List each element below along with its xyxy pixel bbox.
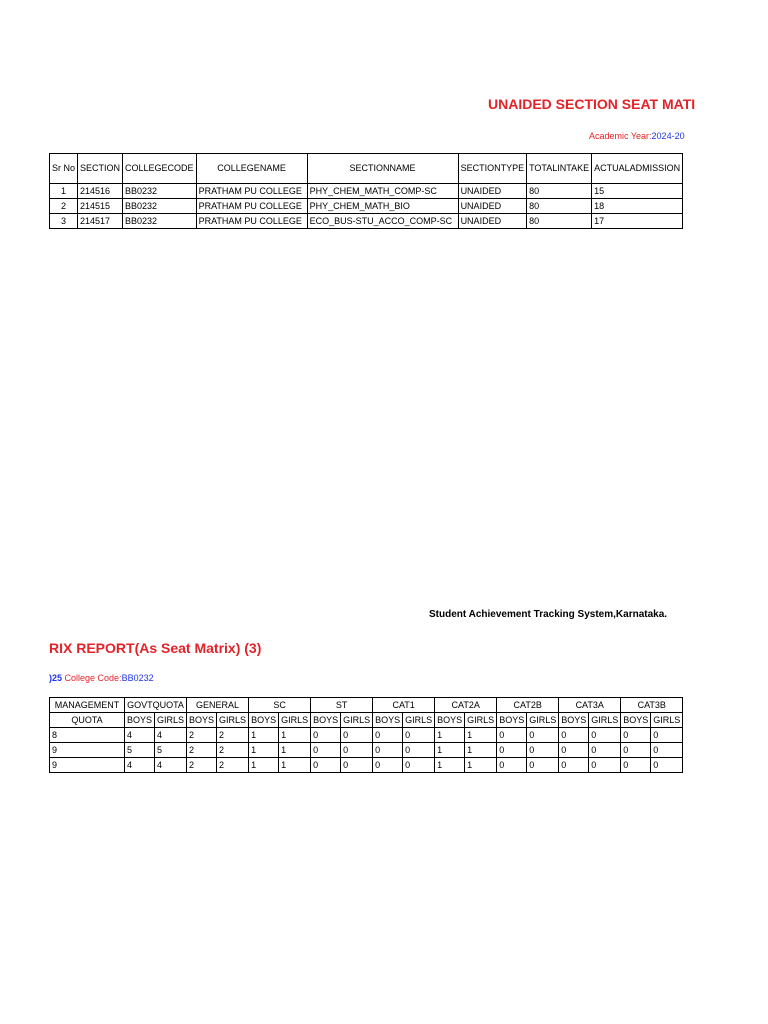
table-row (50, 758, 683, 773)
table-cell: 1 (465, 743, 497, 758)
table-row (50, 184, 683, 199)
table-cell: 1 (435, 758, 465, 773)
cell-sectionname: PHY_CHEM_MATH_BIO (307, 199, 458, 214)
cell-totalintake: 80 (527, 184, 592, 199)
table-cell: 8 (50, 728, 125, 743)
table-cell: 0 (621, 743, 651, 758)
col-header-sc: SC (249, 698, 311, 713)
cell-sr-no: 2 (50, 199, 78, 214)
col-header-cat2b: CAT2B (497, 698, 559, 713)
cell-sectiontype: UNAIDED (458, 214, 527, 229)
table-cell: 4 (125, 758, 155, 773)
table-cell: 2 (217, 743, 249, 758)
college-code-line (49, 673, 154, 683)
table-cell: 0 (497, 728, 527, 743)
col-header-actualadmission: ACTUALADMISSION (592, 154, 683, 184)
col-header-boys: BOYS (435, 713, 465, 728)
table-cell: 0 (403, 728, 435, 743)
table-cell: 0 (559, 743, 589, 758)
col-header-girls: GIRLS (403, 713, 435, 728)
col-header-quota: QUOTA (50, 713, 125, 728)
table-row (50, 214, 683, 229)
table-cell: 0 (621, 758, 651, 773)
table-cell: 0 (403, 758, 435, 773)
table-cell: 2 (187, 728, 217, 743)
table-cell: 0 (527, 758, 559, 773)
table-cell: 4 (125, 728, 155, 743)
col-header-management: MANAGEMENT (50, 698, 125, 713)
table-cell: 0 (651, 728, 683, 743)
table-cell: 0 (311, 743, 341, 758)
table-cell: 1 (249, 758, 279, 773)
table-cell: 0 (527, 728, 559, 743)
col-header-sr-no: Sr No (50, 154, 78, 184)
table-cell: 0 (497, 758, 527, 773)
table-cell: 1 (249, 728, 279, 743)
table-cell: 5 (155, 743, 187, 758)
table-cell: 2 (187, 758, 217, 773)
col-header-cat3a: CAT3A (559, 698, 621, 713)
table-row (50, 728, 683, 743)
quota-table (49, 697, 683, 773)
cell-sr-no: 1 (50, 184, 78, 199)
table-cell: 0 (589, 728, 621, 743)
table-row (50, 199, 683, 214)
cell-sectiontype: UNAIDED (458, 199, 527, 214)
cell-collegename: PRATHAM PU COLLEGE (196, 214, 307, 229)
col-header-st: ST (311, 698, 373, 713)
table-cell: 1 (435, 743, 465, 758)
table-cell: 0 (311, 758, 341, 773)
system-name-footer: Student Achievement Tracking System,Karnataka. (429, 609, 668, 620)
col-header-boys: BOYS (249, 713, 279, 728)
col-header-girls: GIRLS (279, 713, 311, 728)
cell-totalintake: 80 (527, 214, 592, 229)
table-cell: 0 (527, 743, 559, 758)
table-cell: 1 (279, 758, 311, 773)
col-header-cat2a: CAT2A (435, 698, 497, 713)
table-cell: 0 (651, 743, 683, 758)
academic-year-value: 2024-20 (651, 131, 685, 141)
quota-group-header-row (50, 698, 683, 713)
col-header-girls: GIRLS (465, 713, 497, 728)
table-cell: 0 (559, 758, 589, 773)
table-cell: 0 (341, 728, 373, 743)
col-header-totalintake: TOTALINTAKE (527, 154, 592, 184)
table-cell: 0 (497, 743, 527, 758)
college-code-label: College Code: (62, 673, 122, 683)
college-code-value: BB0232 (121, 673, 154, 683)
cell-collegename: PRATHAM PU COLLEGE (196, 184, 307, 199)
table-cell: 0 (621, 728, 651, 743)
quota-sub-header-row (50, 713, 683, 728)
cell-sectionname: ECO_BUS-STU_ACCO_COMP-SC (307, 214, 458, 229)
table-cell: 4 (155, 728, 187, 743)
cell-section: 214517 (78, 214, 123, 229)
table-cell: 0 (373, 758, 403, 773)
col-header-boys: BOYS (621, 713, 651, 728)
cell-collegename: PRATHAM PU COLLEGE (196, 199, 307, 214)
col-header-cat3b: CAT3B (621, 698, 683, 713)
seat-matrix-title: RIX REPORT(As Seat Matrix) (3) (49, 640, 262, 656)
table-cell: 1 (279, 743, 311, 758)
col-header-girls: GIRLS (217, 713, 249, 728)
report-title: UNAIDED SECTION SEAT MATI (488, 96, 696, 112)
col-header-boys: BOYS (373, 713, 403, 728)
table-cell: 0 (589, 743, 621, 758)
table-cell: 0 (341, 743, 373, 758)
table-cell: 0 (373, 743, 403, 758)
col-header-cat1: CAT1 (373, 698, 435, 713)
col-header-boys: BOYS (187, 713, 217, 728)
table-cell: 0 (311, 728, 341, 743)
col-header-boys: BOYS (311, 713, 341, 728)
col-header-boys: BOYS (497, 713, 527, 728)
table-cell: 0 (403, 743, 435, 758)
table-cell: 1 (279, 728, 311, 743)
quota-table-body (50, 728, 683, 773)
table-cell: 0 (373, 728, 403, 743)
cell-actualadmission: 18 (592, 199, 683, 214)
cell-totalintake: 80 (527, 199, 592, 214)
cell-sectiontype: UNAIDED (458, 184, 527, 199)
academic-year-line (589, 131, 685, 141)
table-cell: 0 (651, 758, 683, 773)
col-header-boys: BOYS (125, 713, 155, 728)
table-cell: 2 (217, 758, 249, 773)
table-cell: 9 (50, 743, 125, 758)
col-header-girls: GIRLS (589, 713, 621, 728)
col-header-sectiontype: SECTIONTYPE (458, 154, 527, 184)
table-cell: 9 (50, 758, 125, 773)
col-header-sectionname: SECTIONNAME (307, 154, 458, 184)
cell-actualadmission: 15 (592, 184, 683, 199)
academic-year-label: Academic Year: (589, 131, 652, 141)
table-cell: 5 (125, 743, 155, 758)
col-header-general: GENERAL (187, 698, 249, 713)
table-cell: 0 (589, 758, 621, 773)
col-header-govtquota: GOVTQUOTA (125, 698, 187, 713)
col-header-collegename: COLLEGENAME (196, 154, 307, 184)
table-cell: 2 (187, 743, 217, 758)
col-header-girls: GIRLS (651, 713, 683, 728)
col-header-section: SECTION (78, 154, 123, 184)
table-cell: 1 (465, 728, 497, 743)
col-header-girls: GIRLS (155, 713, 187, 728)
cell-collegecode: BB0232 (123, 199, 197, 214)
table-cell: 4 (155, 758, 187, 773)
table-cell: 0 (341, 758, 373, 773)
table-cell: 1 (435, 728, 465, 743)
col-header-girls: GIRLS (341, 713, 373, 728)
table-cell: 1 (465, 758, 497, 773)
cell-section: 214516 (78, 184, 123, 199)
table-cell: 0 (559, 728, 589, 743)
cell-collegecode: BB0232 (123, 184, 197, 199)
cell-actualadmission: 17 (592, 214, 683, 229)
cell-section: 214515 (78, 199, 123, 214)
col-header-girls: GIRLS (527, 713, 559, 728)
col-header-boys: BOYS (559, 713, 589, 728)
table-row (50, 743, 683, 758)
sections-table (49, 153, 683, 229)
sections-header-row (50, 154, 683, 184)
table-cell: 2 (217, 728, 249, 743)
table-cell: 1 (249, 743, 279, 758)
cell-sr-no: 3 (50, 214, 78, 229)
cell-collegecode: BB0232 (123, 214, 197, 229)
cell-sectionname: PHY_CHEM_MATH_COMP-SC (307, 184, 458, 199)
col-header-collegecode: COLLEGECODE (123, 154, 197, 184)
year-fragment: )25 (49, 673, 63, 683)
